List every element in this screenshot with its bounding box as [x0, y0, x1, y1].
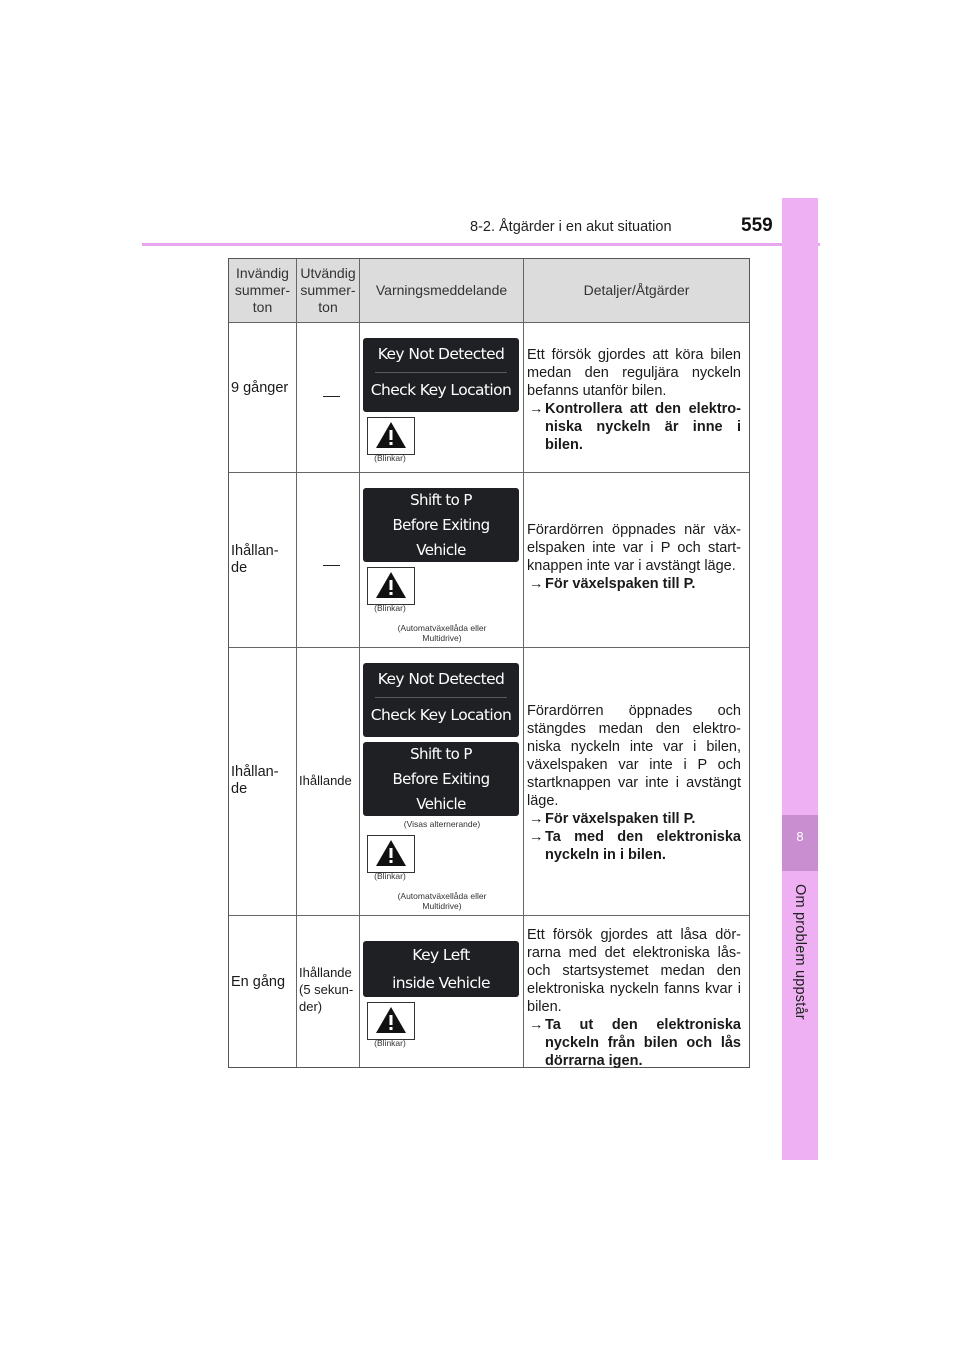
row4-description: Ett försök gjordes att låsa dör-rarna med det elektroniska lås- och startsystemet medan den elektroniska nyckeln fanns kvar i bilen. [527, 927, 741, 1015]
screen-separator [375, 697, 507, 698]
screen-line: Shift to P [410, 491, 472, 510]
warning-table [228, 258, 750, 1068]
row3-note: (Automatväxellåda eller Multidrive) [397, 891, 487, 911]
warning-triangle-icon [367, 567, 415, 605]
arrow-right-icon: → [529, 1017, 544, 1033]
screen-line: Check Key Location [370, 706, 512, 724]
screen-line: Check Key Location [370, 381, 512, 399]
screen-line: Before Exiting [392, 515, 490, 534]
screen-line: Vehicle [416, 794, 466, 813]
row3-details [527, 702, 741, 864]
arrow-right-icon: → [529, 401, 544, 417]
screen-separator [375, 372, 507, 373]
row3-blink-label: (Blinkar) [374, 871, 406, 881]
row4-external-buzzer: Ihållande (5 sekun-der) [299, 965, 354, 1014]
row2-blink-label: (Blinkar) [374, 603, 406, 613]
header-external-buzzer: Utvändig summer-ton [300, 265, 356, 315]
row2-action: → För växelspaken till P. [529, 576, 696, 592]
header-warning-message: Varningsmeddelande [375, 282, 508, 298]
row-divider [229, 472, 749, 473]
row3-action: → För växelspaken till P. [529, 811, 696, 827]
column-divider [296, 259, 297, 1067]
row-divider [229, 915, 749, 916]
row3-internal-buzzer: Ihållan-de [231, 764, 279, 797]
row-divider [229, 647, 749, 648]
screen-line: Key Left [412, 946, 470, 964]
row1-action: → Kontrollera att den elektro-niska nyckeln är inne i bilen. [529, 401, 741, 453]
row2-warning-screen [363, 488, 519, 562]
screen-line: inside Vehicle [392, 974, 490, 992]
header-details: Detaljer/Åtgärder [583, 282, 690, 298]
header-divider [142, 243, 820, 246]
row1-internal-buzzer: 9 gånger [231, 380, 289, 396]
row1-warning-screen [363, 338, 519, 412]
page-number: 559 [741, 215, 773, 236]
row1-blink-label: (Blinkar) [374, 453, 406, 463]
row1-external-none-dash [323, 396, 340, 397]
column-divider [359, 259, 360, 1067]
row4-details [527, 926, 741, 1070]
row3-description: Förardörren öppnades och stängdes medan den elektro-niska nyckeln inte var i bilen, växelspaken var inte i P och startknappen var inte i avstängt läge. [527, 703, 741, 809]
row4-action: → Ta ut den elektroniska nyckeln från bilen och lås dörrarna igen. [529, 1017, 741, 1069]
screen-line: Vehicle [416, 540, 466, 559]
header-internal-buzzer: Invändig summer-ton [234, 265, 291, 315]
screen-line: Shift to P [410, 745, 472, 764]
screen-line: Key Not Detected [377, 670, 505, 688]
row-divider [229, 322, 749, 323]
screen-line: Key Not Detected [377, 345, 505, 363]
row3-warning-screen-2 [363, 742, 519, 816]
screen-line: Before Exiting [392, 769, 490, 788]
arrow-right-icon: → [529, 829, 544, 845]
column-divider [523, 259, 524, 1067]
warning-triangle-icon [367, 417, 415, 455]
warning-triangle-icon [367, 1002, 415, 1040]
chapter-title: Om problem uppstår [792, 884, 808, 1020]
row2-internal-buzzer: Ihållan-de [231, 543, 279, 576]
row2-details [527, 521, 741, 593]
row3-external-buzzer: Ihållande [299, 773, 352, 788]
row2-note: (Automatväxellåda eller Multidrive) [397, 623, 487, 643]
row4-blink-label: (Blinkar) [374, 1038, 406, 1048]
row4-internal-buzzer: En gång [231, 974, 286, 990]
row1-details [527, 346, 741, 454]
section-title: 8-2. Åtgärder i en akut situation [470, 219, 672, 235]
arrow-right-icon: → [529, 576, 544, 592]
row3-action: → Ta med den elektroniska nyckeln in i bilen. [529, 829, 741, 863]
row3-alternating-label: (Visas alternerande) [403, 819, 481, 829]
row2-description: Förardörren öppnades när väx-elspaken inte var i P och start-knappen inte var i avstängt läge. [527, 522, 741, 574]
warning-triangle-icon [367, 835, 415, 873]
row4-warning-screen [363, 941, 519, 997]
row1-description: Ett försök gjordes att köra bilen medan den reguljära nyckeln befanns utanför bilen. [527, 347, 741, 399]
row3-warning-screen-1 [363, 663, 519, 737]
chapter-number: 8 [796, 829, 804, 844]
row2-external-none-dash [323, 565, 340, 566]
arrow-right-icon: → [529, 811, 544, 827]
